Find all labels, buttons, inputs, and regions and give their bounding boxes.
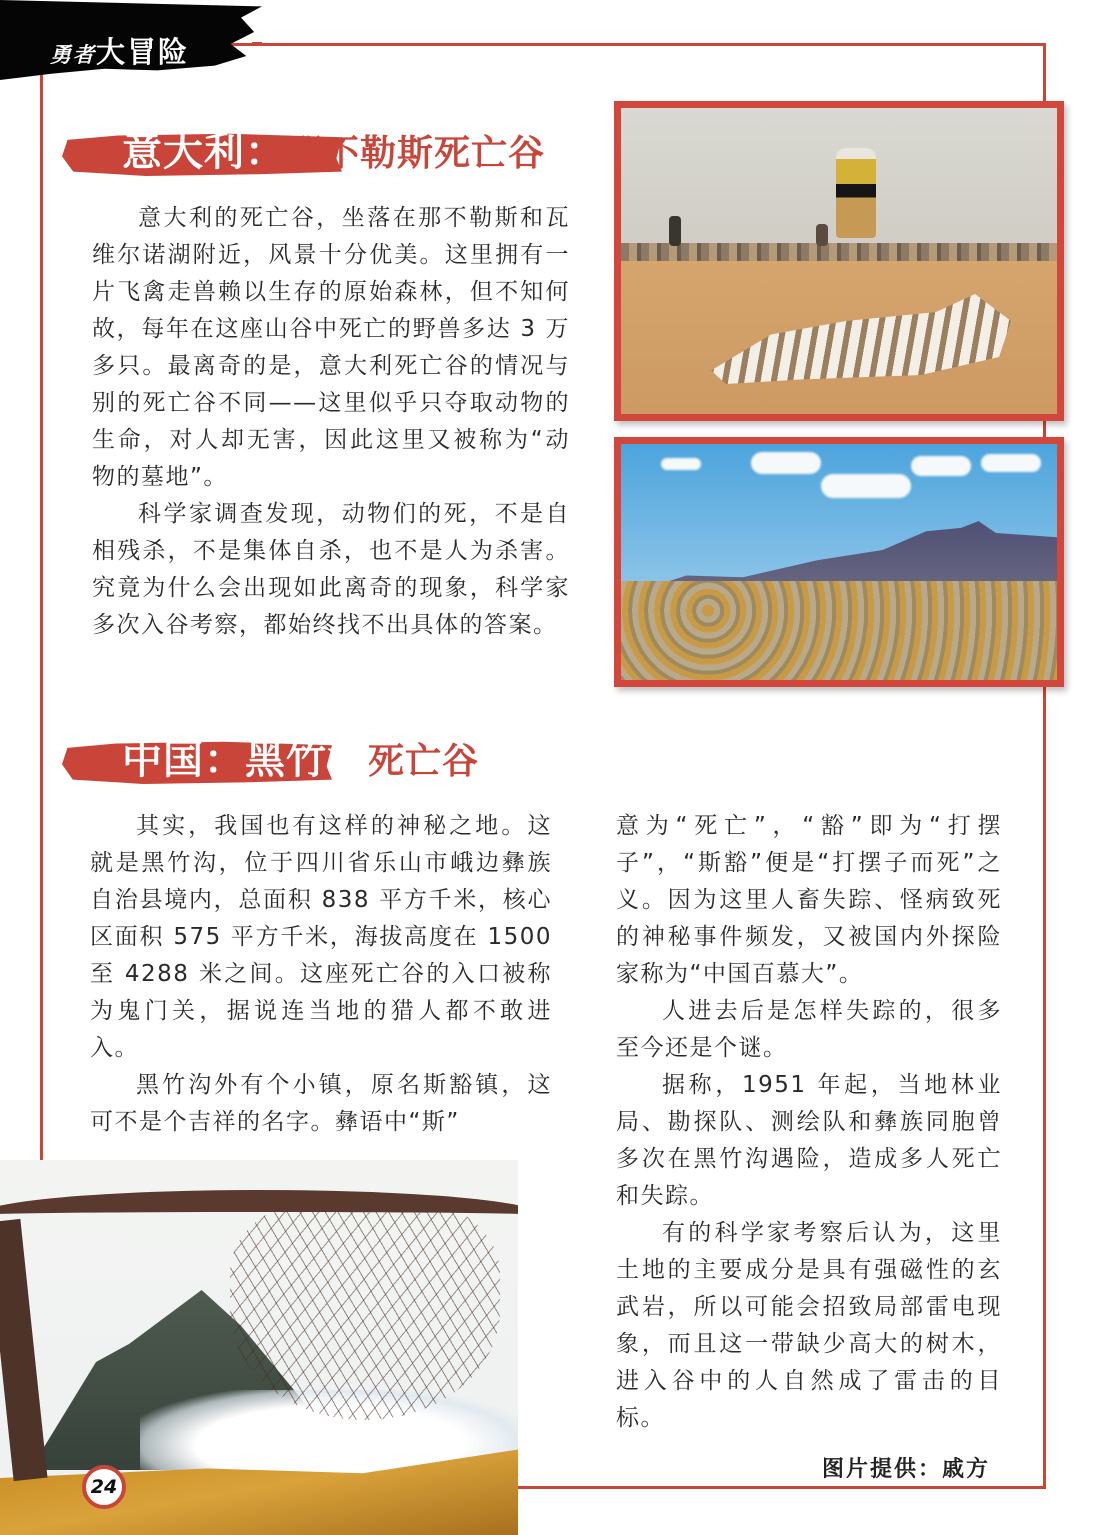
photo-credit: 图片提供：戚方: [822, 1456, 991, 1482]
masthead-title: [50, 30, 189, 71]
china-article-right-column: [616, 808, 1002, 1437]
heading-text: [122, 120, 545, 177]
paragraph: 其实，我国也有这样的神秘之地。这就是黑竹沟，位于四川省乐山市峨边彝族自治县境内，总面积 838 平方千米，核心区面积 575 平方千米，海拔高度在 1500 至 4288 米之间。这座死亡谷的入口被称为鬼门关，据说连当地的猎人都不敢进入。: [90, 813, 552, 1061]
paragraph: 意大利的死亡谷，坐落在那不勒斯和瓦维尔诺湖附近，风景十分优美。这里拥有一片飞禽走兽赖以生存的原始森林，但不知何故，每年在这座山谷中死亡的野兽多达 3 万多只。最离奇的是，意大利死亡谷的情况与别的死亡谷不同——这里似乎只夺取动物的生命，对人却无害，因此这里又被称为“动物的墓地”。: [92, 205, 570, 490]
paragraph: 据称，1951 年起，当地林业局、勘探队、测绘队和彝族同胞曾多次在黑竹沟遇险，造成多人死亡和失踪。: [616, 1072, 1002, 1209]
china-article-left-column: [90, 808, 552, 1141]
misty-mountain-tree-photo: [0, 1160, 518, 1535]
paragraph: 黑竹沟外有个小镇，原名斯豁镇，这可不是个吉祥的名字。彝语中“斯”: [90, 1072, 552, 1135]
desert-skeleton-photo: [614, 101, 1064, 421]
paragraph: 人进去后是怎样失踪的，很多至今还是个谜。: [616, 998, 1002, 1061]
masthead-connector: [252, 42, 262, 45]
heading-place: 死亡谷: [368, 741, 480, 782]
heading-country: 中国：黑竹沟: [122, 736, 368, 783]
paragraph: 意为“死亡”，“豁”即为“打摆子”，“斯豁”便是“打摆子而死”之义。因为这里人畜失踪、怪病致死的神秘事件频发，又被国内外探险家称为“中国百慕大”。: [616, 813, 1002, 987]
paragraph: 科学家调查发现，动物们的死，不是自相残杀，不是集体自杀，也不是人为杀害。究竟为什么会出现如此离奇的现象，科学家多次入谷考察，都始终找不出具体的答案。: [92, 501, 570, 638]
desert-mountain-photo: [614, 437, 1064, 687]
section-heading-china: [62, 722, 502, 792]
heading-place: 那不勒斯死亡谷: [286, 133, 546, 174]
section-heading-italy: [62, 114, 546, 184]
page-number-badge: 24: [82, 1465, 126, 1509]
heading-text: [122, 728, 479, 785]
heading-country: 意大利：: [122, 128, 286, 175]
masthead-small-text: 勇者: [50, 42, 96, 67]
paragraph: 有的科学家考察后认为，这里土地的主要成分是具有强磁性的玄武岩，所以可能会招致局部雷电现象，而且这一带缺少高大的树木，进入谷中的人自然成了雷击的目标。: [616, 1220, 1002, 1431]
masthead-big-text: 大冒险: [96, 35, 190, 69]
italy-article-body: [92, 200, 570, 644]
